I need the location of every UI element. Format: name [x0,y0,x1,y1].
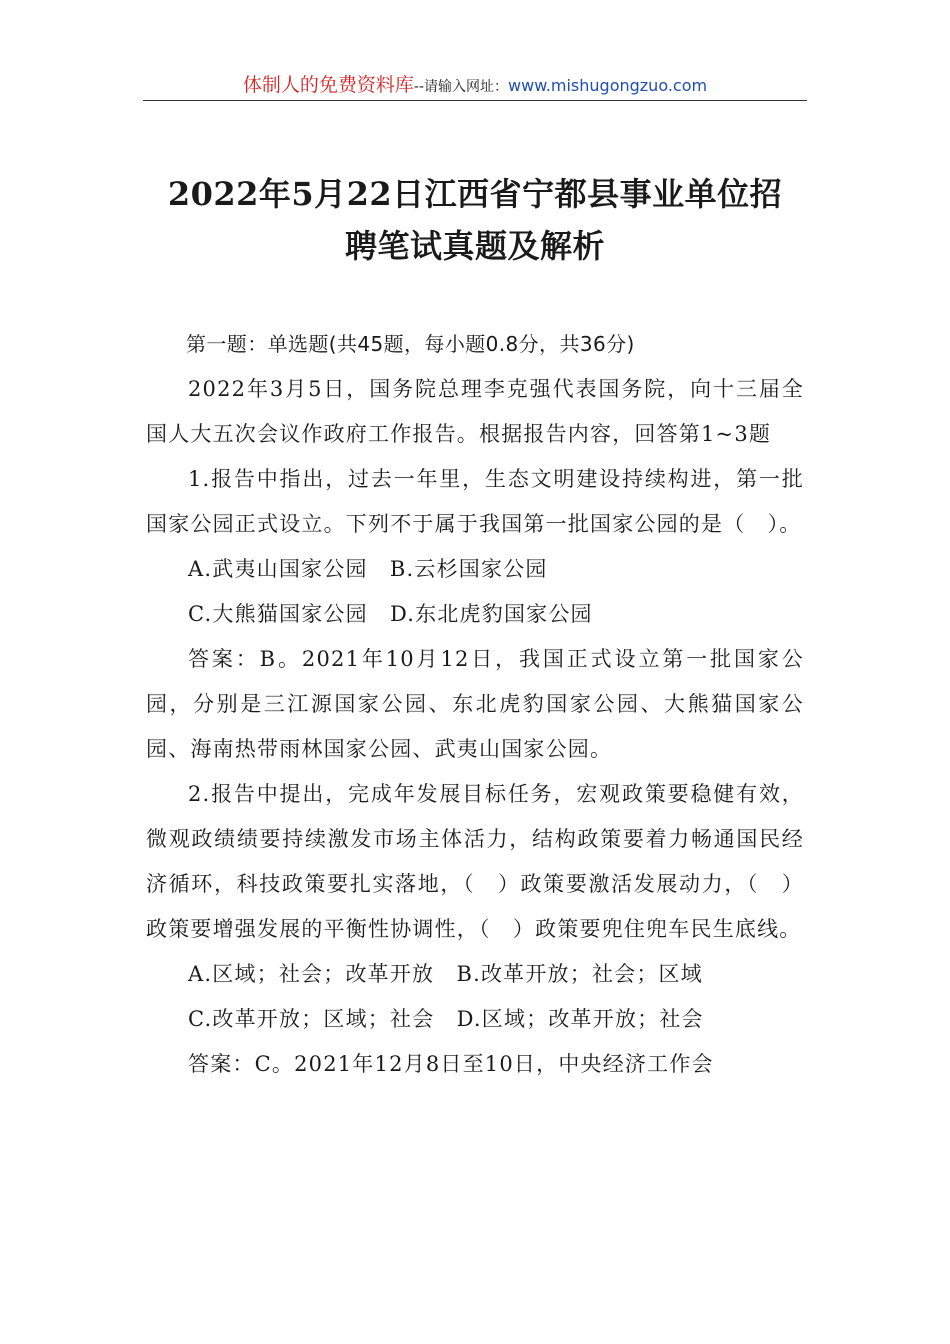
title-line-1: 2022年5月22日江西省宁都县事业单位招 [167,175,783,213]
title-line-2: 聘笔试真题及解析 [344,227,605,265]
question-2: 2.报告中提出，完成年发展目标任务，宏观政策要稳健有效，微观政绩绩要持续激发市场主体活力，结构政策要着力畅通国民经济循环，科技政策要扎实落地，（ ）政策要激活发展动力，（ ）政策要增强发展的平衡性协调性，（ ）政策要兜住兜车民生底线。 [146,782,804,941]
header-brand: 体制人的免费资料库 [242,74,414,96]
document-body [146,322,804,1087]
header-separator: --请输入网址： [413,79,509,95]
header-url[interactable]: www.mishugongzuo.com [508,76,708,95]
question-2-options-ab: A.区域；社会；改革开放 B.改革开放；社会；区域 [188,962,703,986]
question-1-options-cd: C.大熊猫国家公园 D.东北虎豹国家公园 [188,602,593,626]
question-1-options-ab: A.武夷山国家公园 B.云杉国家公园 [188,557,548,581]
document-title [143,168,807,272]
intro-paragraph: 2022年3月5日，国务院总理李克强代表国务院，向十三届全国人大五次会议作政府工作报告。根据报告内容，回答第1~3题 [146,377,804,446]
page-header [143,70,807,101]
question-1: 1.报告中指出，过去一年里，生态文明建设持续构进，第一批国家公园正式设立。下列不于属于我国第一批国家公园的是（ ）。 [146,467,804,536]
question-1-answer: 答案：B。2021年10月12日，我国正式设立第一批国家公园，分别是三江源国家公园、东北虎豹国家公园、大熊猫国家公园、海南热带雨林国家公园、武夷山国家公园。 [146,647,804,761]
section-heading: 第一题：单选题(共45题，每小题0.8分，共36分) [186,332,635,356]
question-2-answer: 答案：C。2021年12月8日至10日，中央经济工作会 [188,1052,714,1076]
question-2-options-cd: C.改革开放；区域；社会 D.区域；改革开放；社会 [188,1007,704,1031]
